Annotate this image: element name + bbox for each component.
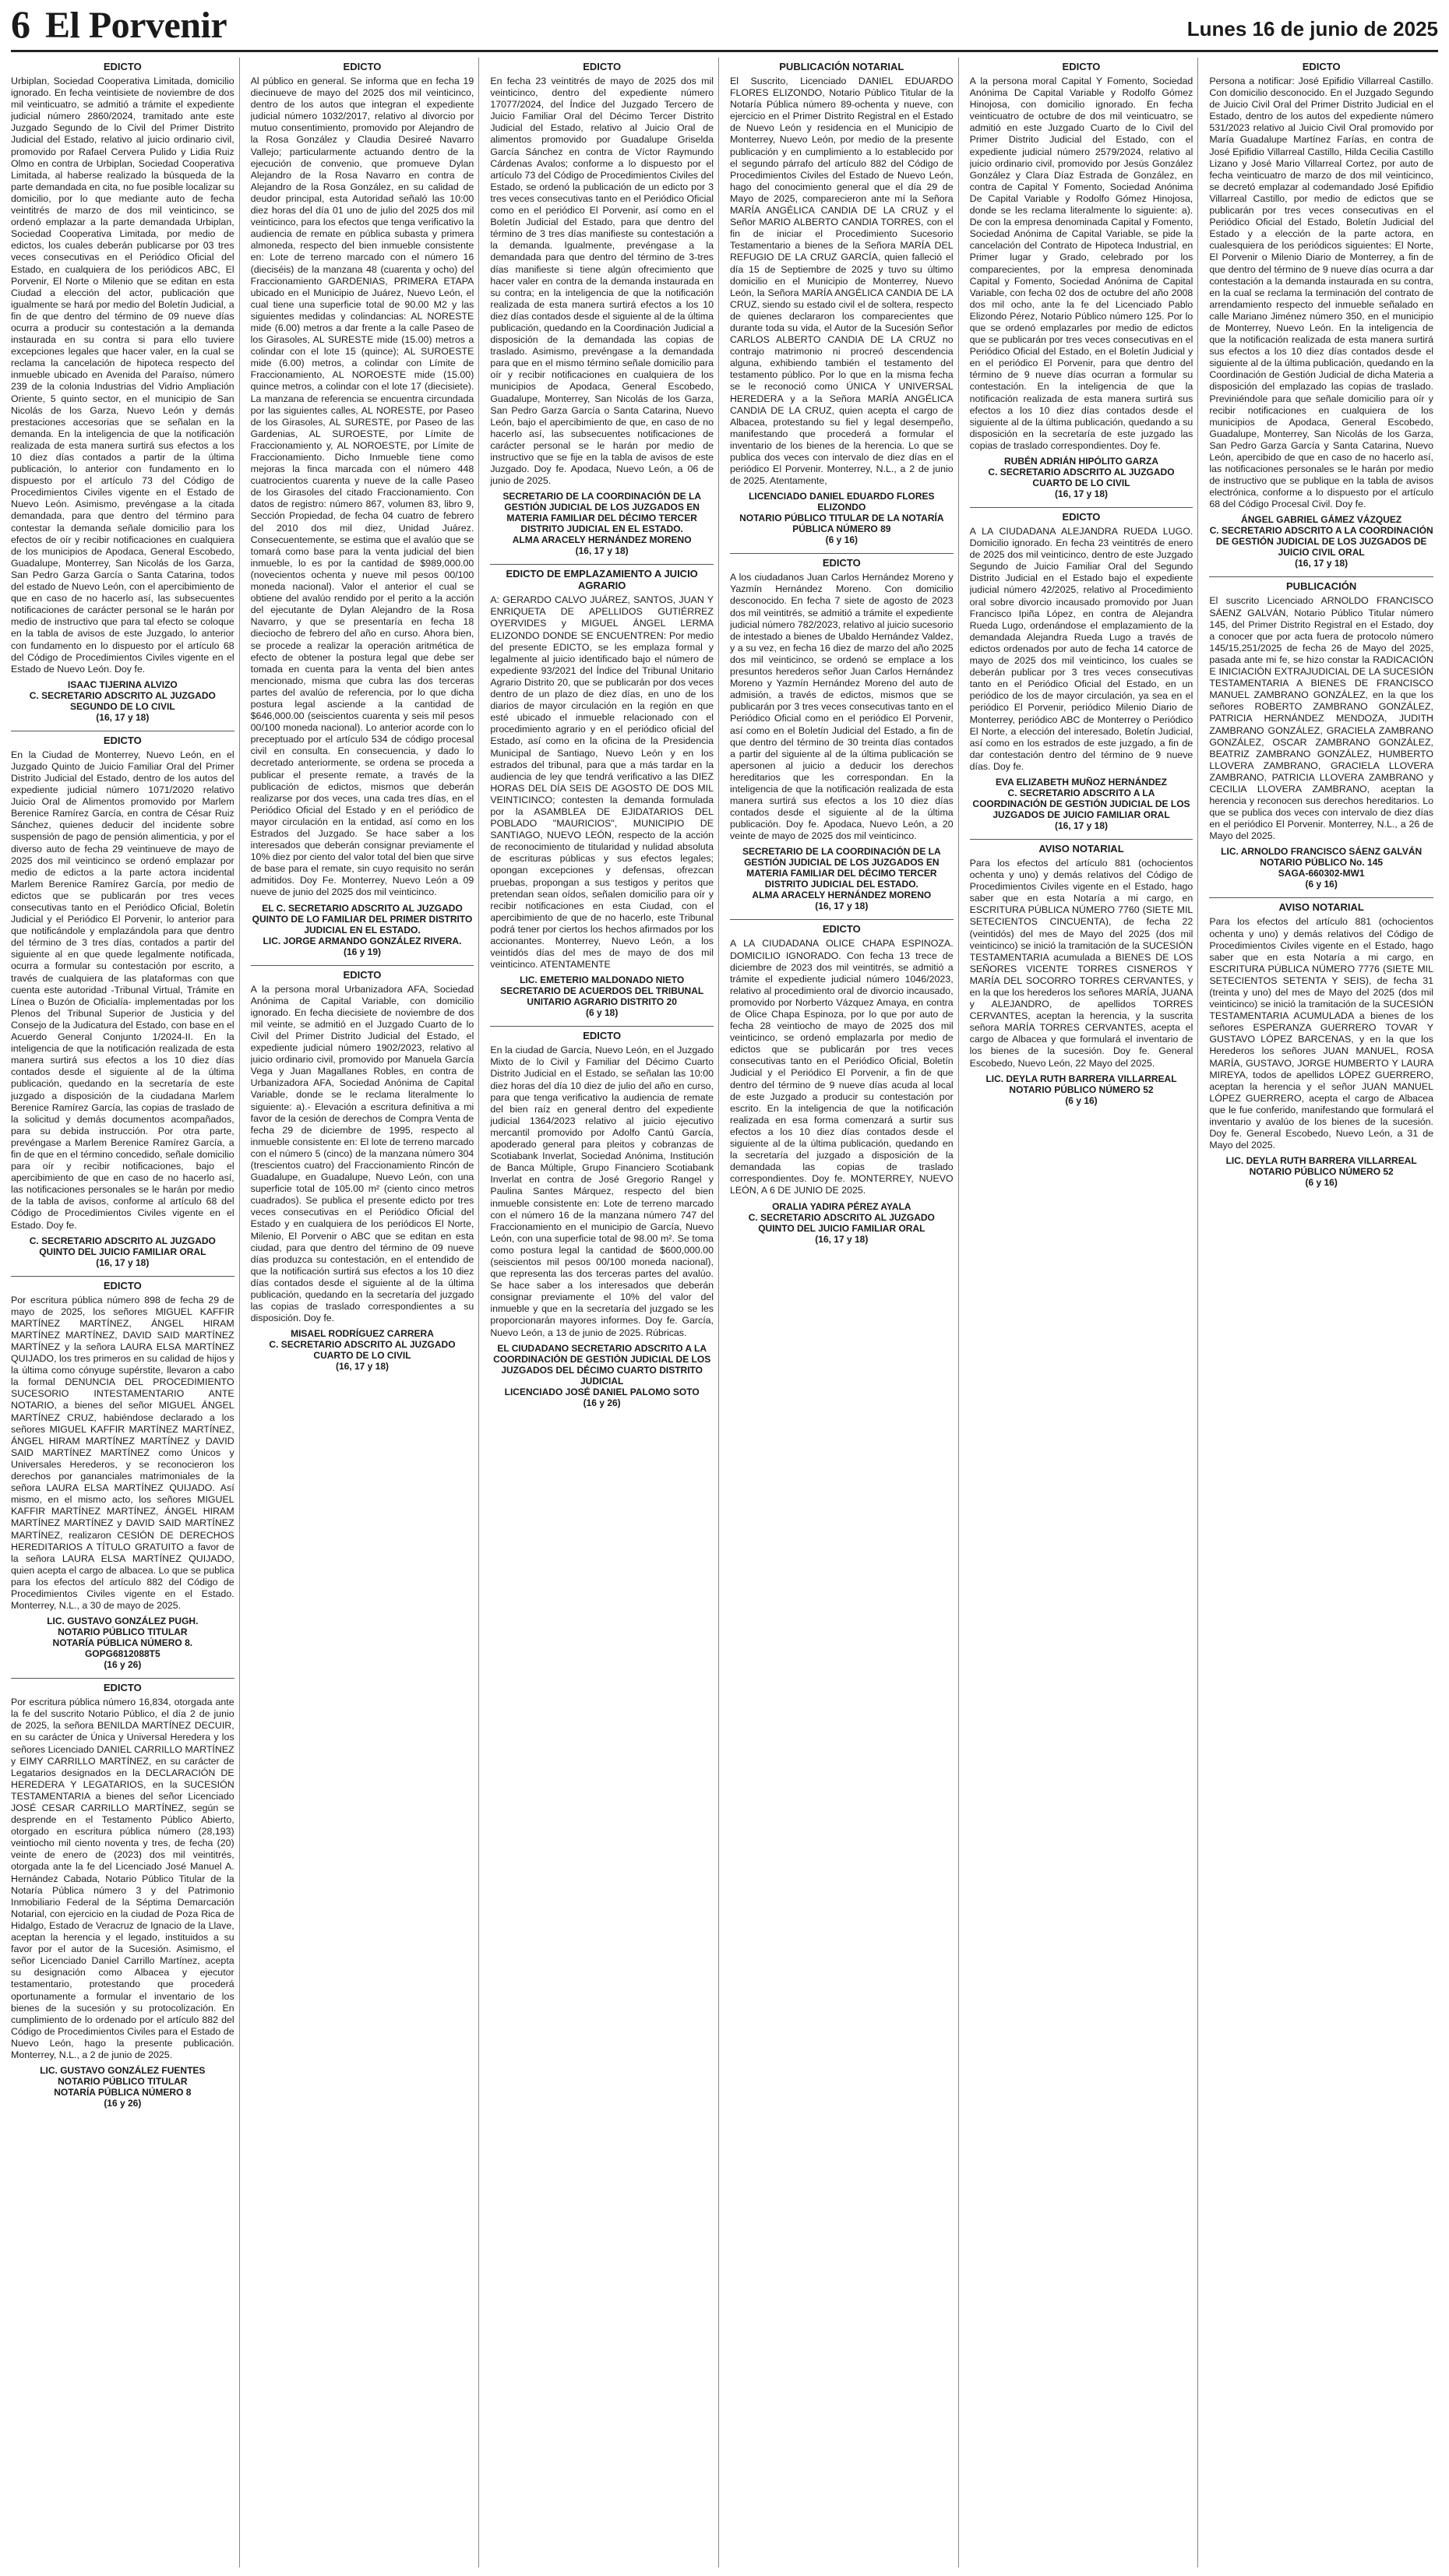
signature-line: EL C. SECRETARIO ADSCRITO AL JUZGADO QUINTO DE LO FAMILIAR DEL PRIMER DISTRITO JUDICIAL EN EL ESTADO. [252, 902, 473, 936]
publication-dates: (16 y 26) [104, 2098, 142, 2109]
notice-body: En la Ciudad de Monterrey, Nuevo León, en el Juzgado Quinto de Juicio Familiar Oral del Primer Distrito Judicial del Estado, dentro de los autos del expediente judicial número 1071/2020 relativo Juicio Oral de Alimentos promovido por Marlem Berenice Ramírez García, en contra de César Ruiz Sánchez, quienes deducir del incidente sobre suspensión de pago de pensión alimenticia, y por el diverso auto de fecha 29 veintinueve de mayo de 2025 dos mil veinticinco se ordenó emplazar por medio de edictos a la parte actora incidental Marlem Berenice Ramírez García, por medio de edictos que se publicarán por tres veces consecutivas tanto en el Periódico Oficial, Boletín Judicial y el Periódico El Porvenir, lo anterior para que notificándole y emplazándola para que dentro del término de 3 tres días, contados a partir del siguiente al en que quede legalmente notificada, ocurra a formular su contestación por escrito, a través de cualquiera de las plataformas con que cuenta este autoridad -Tribunal Virtual, Trámite en Línea o Buzón de Oficialía- implementadas por los Plenos del Tribunal Superior de Justicia y del Consejo de la Judicatura del Estado, con base en el Acuerdo General Conjunto 1/2024-II. En la inteligencia de que la notificación realizada de esta manera surtirá sus efectos a los 10 diez días contados desde el siguiente al de la última publicación, quedando en la secretaría de este juzgado a disposición de la ciudadana Marlem Berenice Ramírez García, las copias de traslado de la solicitud y demás documentos acompañados, para su debida instrucción. Por otra parte, prevéngase a Marlem Berenice Ramírez García, a fin de que en el término concedido, señale domicilio para oír y recibir notificaciones, bajo el apercibimiento de que en caso de no hacerlo así, las notificaciones personales se le harán por medio de la tabla de avisos, conforme al artículo 68 del Código de Procedimientos Civiles vigente en el Estado. Doy fe. [11, 749, 234, 1231]
legal-notice [970, 839, 1193, 1106]
legal-notice [490, 1026, 714, 1408]
column-5 [970, 58, 1199, 2567]
newspaper-name: El Porvenir [45, 5, 227, 46]
signature-line: SECRETARIO DE LA COORDINACIÓN DE LA GESTIÓN JUDICIAL DE LOS JUZGADOS EN MATERIA FAMILIAR DEL DÉCIMO TERCER DISTRITO JUDICIAL DEL ESTADO. [742, 846, 941, 890]
notice-signature [730, 491, 954, 545]
notice-divider [11, 1276, 234, 1277]
signature-line: NOTARIO PÚBLICO TITULAR [58, 1626, 188, 1638]
publication-dates: (6 y 18) [585, 1007, 619, 1019]
legal-notice [1209, 61, 1433, 569]
signature-line: C. SECRETARIO ADSCRITO A LA COORDINACIÓN DE GESTIÓN JUDICIAL DE LOS JUZGADOS DE JUICIO FAMILIAR ORAL [972, 787, 1190, 820]
notice-signature [251, 903, 474, 957]
notice-body: Para los efectos del artículo 881 (ochocientos ochenta y uno) y demás relativos del Código de Procedimientos Civiles vigente en el Estado, hago saber que en esta Notaría a mi cargo, en ESCRITURA PÚBLICA NÚMERO 7760 (SIETE MIL SETECIENTOS CINCUENTA), de fecha 22 (veintidós) del mes de Mayo del 2025 (dos mil veinticinco) se inició la tramitación de la SUCESIÓN TESTAMENTARIA acumulada a BIENES DE LOS SEÑORES VICENTE TORRES CISNEROS Y MARÍA DEL SOCORRO TORRES CERVANTES, y en la que los herederos los señores MARÍA, JUANA y ALEJANDRO, de apellidos TORRES CERVANTES, aceptan la herencia, y la suscrita señora MARÍA TORRES CERVANTES, acepta el cargo de Albacea y que formulará el inventario de los bienes de la sucesión. Doy fe. General Escobedo, Nuevo León, 22 Mayo del 2025. [969, 857, 1193, 1069]
notice-body: A: GERARDO CALVO JUÁREZ, SANTOS, JUAN Y ENRIQUETA DE APELLIDOS GUTIÉRREZ OYERVIDES y MIGUEL ÁNGEL LERMA ELIZONDO DONDE SE ENCUENTREN: Por medio del presente EDICTO, se les emplaza formal y legalmente al juicio identificado bajo el número de expediente 93/2021 del Índice del Tribunal Unitario Agrario Distrito 20, que se publicarán por dos veces dentro de un plazo de diez días, en uno de los diarios de mayor circulación en la región en que esté ubicado el inmueble relacionado con el procedimiento agrario y en el periódico oficial del Estado, así como en la oficina de la Presidencia Municipal de Santiago, Nuevo León y en los estrados del tribunal, para que a más tardar en la audiencia de ley que tendrá verificativo a las DIEZ HORAS DEL DÍA SEIS DE AGOSTO DE DOS MIL VEINTICINCO; contesten la demanda formulada por la ASAMBLEA DE EJIDATARIOS DEL POBLADO "MAURICIOS", MUNICIPIO DE SANTIAGO, NUEVO LEÓN, respecto de la acción de reconocimiento de titularidad y nulidad absoluta de escrituras públicas y sus efectos legales; opongan excepciones y defensas, ofrezcan pruebas, propongan a sus testigos y peritos que pretendan sean oídos, señalen domicilio para oír y recibir notificaciones en esta Ciudad, con el apercibimiento de que de no hacerlo, este Tribunal podrá tener por ciertos los hechos afirmados por los accionantes. Monterrey, Nuevo León, a los veintidós días del mes de mayo de dos mil veinticinco. ATENTAMENTE [490, 594, 714, 971]
legal-notice [11, 731, 234, 1268]
legal-notice [1209, 576, 1433, 890]
signature-line: NOTARÍA PÚBLICA NÚMERO 8. [52, 1637, 193, 1649]
publication-dates: (6 y 16) [1305, 1177, 1338, 1189]
notice-body: A la persona moral Urbanizadora AFA, Sociedad Anónima de Capital Variable, con domicilio ignorado. En fecha diecisiete de noviembre de dos mil veinte, se admitió en el Juzgado Cuarto de lo Civil del Primer Distrito Judicial del Estado, el expediente judicial número 1902/2023, relativo al juicio ordinario civil, promovido por Manuela García Vega y Juan Magallanes Robles, en contra de Urbanizadora AFA, Sociedad Anónima de Capital Variable, donde se le reclama literalmente lo siguiente: a).- Elevación a escritura definitiva a mi favor de la cesión de derechos de Compra Venta de fecha 29 de diciembre de 1995, respecto al inmueble consistente en: El lote de terreno marcado con el número 5 (cinco) de la manzana número 304 (trescientos cuatro) del Fraccionamiento Rincón de Guadalupe, en Guadalupe, Nuevo León, con una superficie total de 105.00 m² (ciento cinco metros cuadrados). Se publica el presente edicto por tres veces consecutivas en el Periódico Oficial del Estado y en cualquiera de los periódicos El Norte, Milenio, El Porvenir o ABC que se editan en esta ciudad, para que dentro del término de 09 nueve días produzca su contestación, en el entendido de que la notificación surtirá sus efectos a los 10 diez días contados desde el siguiente al de la última publicación, quedando en la secretaría del juzgado las copias de traslado correspondientes a su disposición. Doy fe. [250, 983, 474, 1324]
notice-divider [970, 507, 1193, 508]
signature-line: EVA ELIZABETH MUÑOZ HERNÁNDEZ [995, 776, 1167, 788]
legal-notice [970, 507, 1193, 831]
column-2 [251, 58, 480, 2567]
notice-title: AVISO NOTARIAL [1038, 842, 1124, 855]
notice-divider [490, 1026, 714, 1027]
notice-divider [1209, 576, 1433, 577]
publication-dates: (6 y 16) [825, 534, 858, 546]
signature-line: C. SECRETARIO ADSCRITO AL JUZGADO QUINTO DEL JUICIO FAMILIAR ORAL [29, 1235, 216, 1257]
notice-body: A LA CIUDADANA OLICE CHAPA ESPINOZA. DOMICILIO IGNORADO. Con fecha 13 trece de diciembre de 2023 dos mil veintitrés, se admitió a trámite el expediente judicial número 1046/2023, relativo al procedimiento oral de divorcio incausado, promovido por Norberto Vázquez Amaya, en contra de Olice Chapa Espinoza, por lo que por auto de fecha 28 veintiocho de mayo de 2025 dos mil veinticinco, se ordenó emplazarla por medio de edictos que se publicarán por tres veces consecutivas tanto en el Periódico Oficial, Boletín Judicial y el Periódico El Porvenir, a fin de que dentro del término de 9 nueve días acuda al local de este Juzgado a producir su contestación por escrito. En la inteligencia de que la notificación realizada en esa forma comenzará a surtir sus efectos a los 10 diez días contados desde el siguiente al de la última publicación, quedando en la secretaría del juzgado a disposición de la demandada las copias de traslado correspondientes. Doy fe. MONTERREY, NUEVO LEÓN, A 6 DE JUNIO DE 2025. [729, 938, 954, 1196]
column-3 [490, 58, 719, 2567]
signature-line: C. SECRETARIO ADSCRITO AL JUZGADO CUARTO DE LO CIVIL [269, 1339, 456, 1362]
masthead-rule [11, 50, 1438, 52]
notice-body: A la persona moral Capital Y Fomento, Sociedad Anónima De Capital Variable y Rodolfo Gómez Hinojosa, con domicilio ignorado. En fecha veinticuatro de octubre de dos mil veinticuatro, se admitió en este Juzgado Cuarto de lo Civil del Primer Distrito Judicial del Estado, con el expediente judicial número 2579/2024, relativo al juicio ordinario civil, promovido por Jesús González González y Clara Díaz Estrada de González, en contra de Capital Y Fomento, Sociedad Anónima De Capital Variable y Rodolfo Gómez Hinojosa, donde se les reclama literalmente lo siguiente: a). De con la empresa denominada Capital y Fomento, Sociedad Anónima de Capital Variable, se pide la cancelación del Contrato de Hipoteca Industrial, en Primer lugar y Grado, celebrado por los comparecientes, por la empresa denominada Capital y Fomento, Sociedad Anónima de Capital Variable, con fecha 02 dos de octubre del año 2008 dos mil ocho, ante la fe del Licenciado Pablo Elizondo Pérez, Notario Público número 125. Por lo que se ordenó emplazarles por medio de edictos que se publicarán por tres veces consecutivas en el Periódico Oficial del Estado, en el Boletín Judicial y en el periódico El Porvenir, para que dentro del término de 9 nueve días ocurran a formular su contestación. En la inteligencia de que la notificación realizada de esta manera surtirá sus efectos a los 10 diez días contados desde el siguiente al de la última publicación, quedando a su disposición en la secretaría de este juzgado las copias de traslado correspondientes. Doy fe. [969, 76, 1193, 451]
publication-dates: (16 y 26) [104, 1659, 142, 1671]
notice-body: El Suscrito, Licenciado DANIEL EDUARDO FLORES ELIZONDO, Notario Público Titular de la Notaría Pública número 89-ochenta y nueve, con ejercicio en el Primer Distrito Registral en el Estado de Nuevo León y residencia en el Municipio de Monterrey, Nuevo León, por medio de la presente publicación y en cumplimiento a lo establecido por el segundo párrafo del artículo 882 del Código de Procedimientos Civiles del Estado de Nuevo León, hago del conocimiento general que el día 29 de Mayo de 2025, comparecieron ante mí la Señora MARÍA ANGÉLICA CANDIA DE LA CRUZ y el Señor MARIO ALBERTO CANDIA TORRES, con el fin de iniciar el Procedimiento Sucesorio Testamentario a bienes de la Señora MARÍA DEL REFUGIO DE LA CRUZ GARCÍA, quien falleció el día 15 de Septiembre de 2025 y tuvo su último domicilio en el Municipio de Monterrey, Nuevo León, la Señora MARÍA ANGÉLICA CANDIA DE LA CRUZ, siendo su estado civil el de soltera, respecto de quienes declararon los comparecientes que durante toda su vida, el Autor de la Sucesión Señor CARLOS ALBERTO CANDIA DE LA CRUZ no contrajo matrimonio ni procreó descendencia alguna, exhibiendo también el testamento del testamento público. Por lo que en la misma fecha se le reconoció como ÚNICA Y UNIVERSAL HEREDERA y a la Señora MARÍA ANGÉLICA CANDIA DE LA CRUZ, quien acepta el cargo de Albacea, protestando su fiel y legal desempeño, manifestando que procederá a formular el inventario de los bienes de la herencia. Lo que se publica dos veces con intervalo de diez días en el periódico El Porvenir. Monterrey, N.L., a 2 de junio de 2025. Atentamente, [729, 76, 954, 487]
legal-notice [251, 965, 474, 1373]
notice-title: EDICTO DE EMPLAZAMIENTO A JUICIO AGRARIO [506, 568, 698, 592]
notice-signature [11, 2065, 234, 2109]
notice-signature [251, 1328, 474, 1372]
legal-notice [11, 1678, 234, 2109]
column-6 [1209, 58, 1438, 2567]
publication-dates: (16, 17 y 18) [575, 545, 629, 557]
notice-divider [730, 553, 954, 554]
notice-signature [1209, 1155, 1433, 1188]
signature-line: EL CIUDADANO SECRETARIO ADSCRITO A LA COORDINACIÓN DE GESTIÓN JUDICIAL DE LOS JUZGADOS DEL DÉCIMO CUARTO DISTRITO JUDICIAL [493, 1342, 711, 1387]
signature-line: MISAEL RODRÍGUEZ CARRERA [291, 1328, 434, 1340]
signature-line: C. SECRETARIO ADSCRITO AL JUZGADO CUARTO DE LO CIVIL [988, 467, 1175, 488]
signature-line: SAGA-660302-MW1 [1278, 868, 1365, 879]
notice-signature [970, 1073, 1193, 1106]
notice-signature [490, 974, 714, 1018]
notice-signature [970, 777, 1193, 831]
signature-line: ORALIA YADIRA PÉREZ AYALA [772, 1200, 911, 1212]
signature-line: LIC. JORGE ARMANDO GONZÁLEZ RIVERA. [263, 935, 462, 946]
legal-notice [730, 61, 954, 545]
publication-dates: (16, 17 y 18) [815, 1233, 869, 1245]
signature-line: ISAAC TIJERINA ALVIZO [67, 678, 178, 690]
signature-line: GOPG6812088T5 [84, 1648, 160, 1660]
publication-dates: (16, 17 y 18) [1054, 819, 1109, 831]
notice-title: EDICTO [1062, 511, 1101, 523]
legal-notice [490, 61, 714, 556]
notice-title: EDICTO [103, 1279, 142, 1292]
notice-title: EDICTO [1302, 61, 1341, 72]
notice-divider [11, 1678, 234, 1679]
notice-title: EDICTO [583, 1030, 622, 1042]
notice-title: EDICTO [1062, 61, 1101, 72]
notice-body: Persona a notificar: José Epifidio Villarreal Castillo. Con domicilio desconocido. En el Juzgado Segundo de Juicio Civil Oral del Primer Distrito Judicial en el Estado, dentro de los autos del expediente número 531/2023 relativo al Juicio Civil Oral promovido por María Guadalupe Martínez Farías, en contra de José Epifidio Villarreal Castillo, Hilda Cecilia Castillo Lizano y José Mario Villarreal Cortez, por auto de fecha veinticuatro de marzo de dos mil veinticinco, se decretó emplazar al codemandado José Epifidio Villarreal Castillo, por medio de edictos que se publicarán por tres veces consecutivas en el Periódico Oficial del Estado, Boletín Judicial del Estado y a elección de la parte actora, en cualesquiera de los periódicos siguientes: El Norte, El Porvenir o Milenio Diario de Monterrey, a fin de que dentro del término de 9 nueve días ocurra a dar contestación a la demanda instaurada en su contra, en la cual se reclama la terminación del contrato de arrendamiento respecto del inmueble señalado en calle Mariano Jiménez número 350, en el municipio de Monterrey, Nuevo León. En la inteligencia de que la notificación realizada de esta manera surtirá sus efectos a los 10 diez días contados desde el siguiente al de la última publicación, quedando en la Coordinación de Gestión Judicial de dicha Materia a disposición del emplazado las copias de traslado. Previniéndole para que señale domicilio para oír y recibir notificaciones en cualquiera de los municipios de Apodaca, General Escobedo, Guadalupe, Monterrey, San Nicolás de los Garza, San Pedro Garza García y Santa Catarina, Nuevo León, apercibido de que en caso de no hacerlo así, las notificaciones personales se le harán por medio de instructivo que se publique en la tabla de avisos electrónica, conforme a lo dispuesto por el artículo 68 del Código Procesal Civil. Doy fe. [1209, 76, 1433, 510]
column-1 [11, 58, 240, 2567]
notice-title: EDICTO [103, 61, 142, 72]
signature-line: NOTARIO PÚBLICO NÚMERO 52 [1009, 1084, 1154, 1095]
legal-notice [730, 919, 954, 1244]
publication-dates: (6 y 16) [1065, 1094, 1098, 1106]
signature-line: LIC. GUSTAVO GONZÁLEZ PUGH. [47, 1616, 199, 1627]
notice-divider [970, 839, 1193, 840]
signature-line: LIC. GUSTAVO GONZÁLEZ FUENTES [40, 2065, 206, 2077]
publication-dates: (16, 17 y 18) [96, 711, 150, 723]
signature-line: C. SECRETARIO ADSCRITO A LA COORDINACIÓN DE GESTIÓN JUDICIAL DE LOS JUZGADOS DE JUICIO CIVIL ORAL [1209, 525, 1433, 559]
signature-line: SECRETARIO DE ACUERDOS DEL TRIBUNAL UNITARIO AGRARIO DISTRITO 20 [500, 985, 704, 1008]
signature-line: NOTARIO PÚBLICO TITULAR DE LA NOTARÍA PÚBLICA NÚMERO 89 [739, 513, 944, 535]
notice-signature [11, 1616, 234, 1670]
signature-line: LIC. DEYLA RUTH BARRERA VILLARREAL [985, 1073, 1177, 1084]
notice-divider [1209, 897, 1433, 898]
notice-title: EDICTO [822, 923, 861, 936]
notice-title: EDICTO [583, 61, 622, 72]
notice-columns [11, 58, 1438, 2567]
notice-body: En fecha 23 veintitrés de mayo de 2025 dos mil veinticinco, dentro del expediente número 17077/2024, del Índice del Juzgado Tercero de Juicio Familiar Oral del Décimo Tercer Distrito Judicial del Estado, relativo al Juicio Oral de alimentos promovido por Guadalupe Griselda García Sánchez en contra de Víctor Raymundo Cárdenas Avalos; conforme a lo dispuesto por el artículo 73 del Código de Procedimientos Civiles del Estado, se ordenó la publicación de un edicto por 3 tres veces consecutivas tanto en el Periódico Oficial como en el periódico El Porvenir, así como en el Boletín Judicial del Estado, para que dentro del término de 3 tres días manifieste su contestación a la demanda. Igualmente, prevéngase a la demandada para que dentro del término de 3-tres días manifieste si tiene algún ofrecimiento que hacer valer en contra de la demanda instaurada en su contra; en la inteligencia de que la notificación realizada de esta manera surtirá efectos a los 10 diez días contados desde el siguiente al de la última publicación, quedando en la Coordinación Judicial a disposición de la demandada las copias de traslado. Asimismo, prevéngase a la demandada para que en el mismo término señale domicilio para oír y recibir notificaciones en cualquiera de los municipios de Apodaca, General Escobedo, Guadalupe, Monterrey, San Nicolás de los Garza, San Pedro Garza García o Santa Catarina, Nuevo León, bajo el apercibimiento de que, en caso de no hacerlo así, las subsecuentes notificaciones de carácter personal se le harán por medio de instructivo que se fije en la tabla de avisos de este Juzgado. Doy fe. Apodaca, Nuevo León, a 06 de junio de 2025. [490, 76, 714, 487]
publication-dates: (6 y 16) [1305, 879, 1338, 890]
signature-line: NOTARIO PÚBLICO NÚMERO 52 [1249, 1166, 1394, 1178]
notice-signature [1209, 846, 1433, 890]
notice-divider [730, 919, 954, 920]
signature-line: LIC. ARNOLDO FRANCISCO SÁENZ GALVÁN [1221, 846, 1423, 858]
notice-signature [730, 1201, 954, 1245]
publication-dates: (16 y 26) [583, 1397, 621, 1408]
signature-line: ALMA ARACELY HERNÁNDEZ MORENO [752, 890, 932, 901]
publication-dates: (16, 17 y 18) [96, 1256, 150, 1268]
legal-notice [730, 553, 954, 911]
signature-line: LIC. EMETERIO MALDONADO NIETO [520, 974, 685, 986]
notice-title: EDICTO [343, 968, 382, 981]
notice-body: A LA CIUDADANA ALEJANDRA RUEDA LUGO. Domicilio ignorado. En fecha 23 veintitrés de enero de 2025 dos mil veinticinco, dentro de este Juzgado Segundo de Juicio Familiar Oral del Segundo Distrito Judicial en el Estado bajo el expediente judicial número 42/2025, relativo al Procedimiento oral sobre divorcio incausado promovido por Juan Francisco Ipiña López, en contra de Alejandra Rueda Lugo, ordenándose el emplazamiento de la demandada Alejandra Rueda Lugo a través de edictos ordenados por auto de fecha 14 catorce de mayo de 2025 dos mil veinticinco, los cuales se deberán publicar por 3 tres veces consecutivas tanto en el Periódico Oficial del Estado, en un periódico de los de mayor circulación, ya sea en el periódico El Porvenir, periódico Milenio Diario de Monterrey, periódico ABC de Monterrey o Periódico El Norte, a elección del interesado, Boletín Judicial, así como en los estrados de este juzgado, a fin de dar contestación dentro del término de 9 nueve días. Doy fe. [969, 526, 1193, 772]
legal-notice [490, 564, 714, 1018]
signature-line: SECRETARIO DE LA COORDINACIÓN DE LA GESTIÓN JUDICIAL DE LOS JUZGADOS EN MATERIA FAMILIAR DEL DÉCIMO TERCER DISTRITO JUDICIAL EN EL ESTADO. [502, 491, 701, 535]
notice-title: AVISO NOTARIAL [1278, 901, 1364, 914]
legal-notice [11, 1276, 234, 1671]
notice-signature [730, 846, 954, 911]
notice-body: El suscrito Licenciado ARNOLDO FRANCISCO SÁENZ GALVÁN, Notario Público Titular número 145, del Primer Distrito Registral en el Estado, doy a conocer que por acta fuera de protocolo número 145/15,251/2025 de fecha 26 de Mayo del 2025, pasada ante mi fe, se hizo constar la RADICACIÓN E INICIACIÓN EXTRAJUDICIAL DE LA SUCESIÓN TESTAMENTARIA A BIENES DE FRANCISCO MANUEL ZAMBRANO GONZÁLEZ, en la que los señores ROBERTO ZAMBRANO GONZÁLEZ, PATRICIA HERNÁNDEZ MENDOZA, JUDITH ZAMBRANO GONZÁLEZ, GRACIELA ZAMBRANO GONZÁLEZ, OSCAR ZAMBRANO GONZÁLEZ, BEATRIZ ZAMBRANO GONZÁLEZ, HUMBERTO LLOVERA ZAMBRANO, GRACIELA LLOVERA ZAMBRANO, PATRICIA LLOVERA ZAMBRANO y CECILIA LLOVERA ZAMBRANO, aceptan la herencia y reconocen sus derechos hereditarios. Lo que se publica dos veces con intervalo de diez días en el periódico El Porvenir. Monterrey, N.L., a 26 de Mayo del 2025. [1209, 595, 1433, 842]
signature-line: NOTARIO PÚBLICO TITULAR [58, 2076, 188, 2088]
signature-line: LIC. DEYLA RUTH BARRERA VILLARREAL [1225, 1155, 1417, 1167]
notice-title: PUBLICACIÓN NOTARIAL [779, 61, 904, 72]
publication-dates: (16, 17 y 18) [1054, 488, 1109, 499]
signature-line: LICENCIADO DANIEL EDUARDO FLORES ELIZONDO [749, 491, 935, 513]
notice-title: EDICTO [343, 61, 382, 72]
masthead [0, 0, 1449, 51]
notice-body: Al público en general. Se informa que en fecha 19 diecinueve de mayo del 2025 dos mil veinticinco, dentro de los autos que integran el expediente judicial número 1032/2017, relativo al divorcio por mutuo consentimiento, promovido por Alejandro de la Rosa González y Claudia Desireé Navarro Vallejo; particularmente actuando dentro de la ejecución de convenio, que promueve Dylan Alejandro de la Rosa Navarro en contra de Alejandro de la Rosa González, en su calidad de deudor principal, esta Autoridad señaló las 10:00 diez horas del día 01 uno de julio del 2025 dos mil veinticinco, para los efectos que tenga verificativo la audiencia de remate en pública subasta y primera almoneda, respecto del bien inmueble consistente en: Lote de terreno marcado con el número 16 (dieciséis) de la manzana 48 (cuarenta y ocho) del Fraccionamiento GARDENIAS, PRIMERA ETAPA ubicado en el Municipio de Juárez, Nuevo León, el cual tiene una superficie total de 90.00 M2 y las siguientes medidas y colindancias: AL NORESTE mide (6.00) metros a dar frente a la calle Paseo de los Girasoles, AL SURESTE mide (15.00) metros a colindar con el lote 15 (quince); AL SUROESTE mide (6.00) metros, a colindar con Límite de Fraccionamiento, AL NOROESTE mide (15.00) quince metros, a colindar con el lote 17 (diecisiete). La manzana de referencia se encuentra circundada por las siguientes calles, AL NORESTE, por Paseo de los Girasoles, AL SURESTE, por Paseo de las Gardenias, AL SUROESTE, por Límite de Fraccionamiento y, AL NOROESTE, por Límite de Fraccionamiento. Dicho Inmueble tiene como mejoras la finca marcada con el número 448 cuatrocientos cuarenta y nueve de la calle Paseo de los Girasoles del citado Fraccionamiento. Con datos de registro: número 867, volumen 83, libro 9, Sección Propiedad, de fecha 04 cuatro de febrero del 2010 dos mil diez, Unidad Juárez. Consecuentemente, se estima que el avalúo que se tomará como base para la venta judicial del bien inmueble, lo es por la cantidad de $989,000.00 (novecientos ochenta y nueve mil pesos 00/100 moneda nacional). Valor el anterior el cual se obtiene del avalúo rendido por el perito a la acción del ejecutante de Dylan Alejandro de la Rosa Navarro, y que se presentaría en fecha 18 dieciocho de febrero del año en curso. Ahora bien, se procede a realizar la operación aritmética de efecto de obtener la postura legal que debe ser tomada en cuenta para la venta del bien antes mencionado, misma que cubra las dos terceras partes del avalúo de referencia, por lo que dicha postura legal asciende a la cantidad de $646,000.00 (seiscientos cuarenta y seis mil pesos 00/100 moneda nacional). Lo anterior acorde con lo preceptuado por el artículo 534 de código procesal civil en consulta. En consecuencia, y dado lo decretado anteriormente, se ordena se proceda a publicar el presente remate, a través de la publicación de edictos, mismos que deberán realizarse por dos veces, una cada tres días, en el Periódico Oficial del Estado y en el periódico de mayor circulación en la entidad, así como en los Estrados del Juzgado. Se hace saber a los interesados que deberán consignar previamente el 10% diez por ciento del valor total del bien que sirve de base para el remate, sin cuyo requisito no serán admitidos. Doy Fe. Monterrey, Nuevo León a 09 nueve de junio del 2025 dos mil veinticinco. [250, 76, 474, 898]
signature-line: C. SECRETARIO ADSCRITO AL JUZGADO SEGUNDO DE LO CIVIL [29, 689, 216, 712]
legal-notice [1209, 897, 1433, 1188]
notice-title: EDICTO [822, 557, 861, 569]
publication-dates: (16, 17 y 18) [1295, 558, 1349, 569]
notice-signature [490, 491, 714, 556]
notice-divider [251, 965, 474, 966]
notice-body: Para los efectos del artículo 881 (ochocientos ochenta y uno) y demás relativos del Código de Procedimientos Civiles vigente en el Estado, hago saber que en esta Notaría a mi cargo, en ESCRITURA PÚBLICA NÚMERO 7776 (SIETE MIL SETECIENTOS SETENTA Y SEIS), de fecha 31 (treinta y uno) del mes de Mayo del 2025 (dos mil veinticinco) se inició la tramitación de la SUCESIÓN TESTAMENTARIA ACUMULADA a bienes de los señores ESPERANZA GUERRERO TOVAR Y GUSTAVO LÓPEZ BARCENAS, y en la que los Herederos los señores JUAN MANUEL, ROSA MARÍA, GUSTAVO, JORGE HUMBERTO Y LAURA MIREYA, todos de apellidos LÓPEZ GUERRERO, aceptan la herencia y el señor JUAN MANUEL LÓPEZ GUERRERO, acepta el cargo de Albacea que le fue conferido, manifestando que formulará el inventario y avalúo de los bienes de la sucesión. Doy fe. General Escobedo, Nuevo León, a 31 de Mayo del 2025. [1209, 916, 1433, 1151]
signature-line: ALMA ARACELY HERNÁNDEZ MORENO [512, 534, 692, 546]
publication-dates: (16, 17 y 18) [815, 900, 869, 912]
notice-body: Urbiplan, Sociedad Cooperativa Limitada, domicilio ignorado. En fecha veintisiete de noviembre de dos mil veinticuatro, se admitió a trámite el expediente judicial número 2860/2024, tramitado ante este Juzgado Segundo de lo Civil del Primer Distrito Judicial del Estado, relativo al juicio ordinario civil, promovido por Rafael Cervera Pulido y Lidia Ruiz Olmo en contra de Urbiplan, Sociedad Cooperativa Limitada, al haberse realizado la búsqueda de la parte demandada en cita, no fue posible localizar su domicilio, por lo que mediante auto de fecha veintitrés de marzo de dos mil veinticinco, se ordenó emplazar a la parte demandada Urbiplan, Sociedad Cooperativa Limitada, por medio de edictos, los cuales deberán publicarse por 03 tres veces consecutivas en el Periódico Oficial del Estado, en cualquiera de los periódicos ABC, El Porvenir, El Norte o Milenio que se editan en esta Ciudad a elección del actor, publicación que igualmente se hará por medio del Boletín Judicial, a fin de que dentro del término de 09 nueve días ocurra a producir su contestación a la demanda instaurada en su contra si para ello tuviere excepciones legales que hacer valer, en la cual se reclama la cancelación de hipoteca respecto del inmueble ubicado en Avenida del Paraíso, número 239 de la colonia Industrias del Vidrio Ampliación Oriente, 5 quinto sector, en el municipio de San Nicolás de los Garza, Nuevo León y demás prestaciones accesorias que se señalan en la demanda. En la inteligencia de que la notificación realizada de esta manera surtirá sus efectos a los 10 diez días contados a partir de la última publicación, lo anterior con fundamento en lo dispuesto por el artículo 73 del Código de Procedimientos Civiles vigente en el Estado de Nuevo León. Asimismo, prevéngase a la citada demandada, para que dentro del término para contestar la demanda señale domicilio para los efectos de oír y recibir notificaciones en cualquiera de los municipios de Apodaca, General Escobedo, Guadalupe, Monterrey, San Nicolás de los Garza, San Pedro Garza García o Santa Catarina, todos del estado de Nuevo León, con el apercibimiento de que en caso de no hacerlo así, las subsecuentes notificaciones de carácter personal se le harán por medio de instructivo que para tal efecto se coloque en la tabla de avisos de este Juzgado, lo anterior con fundamento en lo dispuesto por el artículo 68 del Código de Procedimientos Civiles vigente en el Estado de Nuevo León. Doy fe. [11, 76, 234, 675]
notice-body: En la ciudad de García, Nuevo León, en el Juzgado Mixto de lo Civil y Familiar del Décimo Cuarto Distrito Judicial en el Estado, se señalan las 10:00 diez horas del día 10 diez de julio del año en curso, para que tenga verificativo la audiencia de remate del bien raíz en general dentro del expediente judicial 1364/2023 relativo al juicio ejecutivo mercantil promovido por Adolfo Cantú García, apoderado general para pleitos y cobranzas de Scotiabank Inverlat, Sociedad Anónima, Institución de Banca Múltiple, Grupo Financiero Scotiabank Inverlat en contra de José Gregorio Rangel y Paulina Santes Márquez, respecto del bien inmueble consistente en: Lote de terreno marcado con el número 16 de la manzana número 747 del Fraccionamiento en el municipio de García, Nuevo León, con una superficie total de 98.00 m². Se toma como postura legal la cantidad de $600,000.00 (seiscientos mil pesos 00/100 moneda nacional), que representa las dos terceras partes del avalúo. Se hace saber a los interesados que deberán consignar previamente el 10% del valor del inmueble y que en la secretaría del juzgado se les proporcionarán mayores informes. Doy fe. García, Nuevo León, a 13 de junio de 2025. Rúbricas. [490, 1045, 714, 1338]
notice-body: Por escritura pública número 16,834, otorgada ante la fe del suscrito Notario Público, el día 2 de junio de 2025, la señora BENILDA MARTÍNEZ DECUIR, en su carácter de Única y Universal Heredera y los señores Licenciado DANIEL CARRILLO MARTÍNEZ y EIMY CARRILLO MARTÍNEZ, en su carácter de Legatarios designados en la DECLARACIÓN DE HEREDERA Y LEGATARIOS, en la SUCESIÓN TESTAMENTARIA a bienes del señor Licenciado JOSÉ CESAR CARRILLO MARTÍNEZ, según se desprende en el Testamento Público Abierto, otorgado en escritura pública número (28,193) veintiocho mil ciento noventa y tres, de fecha (20) veinte de enero de (2023) dos mil veintitrés, otorgada ante la fe del Licenciado José Manuel A. Hernández Cabada, Notario Público Titular de la Notaría Pública número 3 y del Patrimonio Inmobiliario Federal de la Séptima Demarcación Notarial, con ejercicio en la ciudad de Poza Rica de Hidalgo, Estado de Veracruz de Ignacio de la Llave, aceptan la herencia y el legado, instituidos a su favor por el autor de la Sucesión. Asimismo, el señor Licenciado Daniel Carrillo Martínez, acepta su designación como Albacea y ejecutor testamentario, protestando que procederá oportunamente a formular el inventario de los bienes de la sucesión y su protocolización. En cumplimiento de lo ordenado por el artículo 882 del Código de Procedimientos Civiles para el Estado de Nuevo León, hago la presente publicación. Monterrey, N.L., a 2 de junio de 2025. [11, 1697, 234, 2060]
column-4 [730, 58, 959, 2567]
notice-signature [970, 456, 1193, 499]
notice-signature [11, 679, 234, 723]
notice-divider [490, 564, 714, 565]
publication-dates: (16, 17 y 18) [335, 1361, 390, 1373]
signature-line: C. SECRETARIO ADSCRITO AL JUZGADO QUINTO DEL JUICIO FAMILIAR ORAL [748, 1211, 935, 1234]
signature-line: ÁNGEL GABRIEL GÁMEZ VÁZQUEZ [1241, 514, 1402, 526]
signature-line: RUBÉN ADRIÁN HIPÓLITO GARZA [1003, 456, 1158, 467]
signature-line: LICENCIADO JOSÉ DANIEL PALOMO SOTO [504, 1386, 700, 1397]
notice-body: A los ciudadanos Juan Carlos Hernández Moreno y Yazmín Hernández Moreno. Con domicilio desconocido. En fecha 7 siete de agosto de 2023 dos mil veintitrés, se admitió a trámite el expediente judicial número 782/2023, relativo al juicio sucesorio de intestado a bienes de Ubaldo Hernández Valdez, y a su vez, en fecha 16 diez de marzo del año 2025 dos mil veinticinco, se ordenó se emplace a los presuntos herederos señor Juan Carlos Hernández Moreno y Yazmín Hernández Moreno del auto de admisión, a través de edictos, mismos que se publicarán por 3 tres veces consecutivas tanto en el Periódico Oficial como en el periódico El Porvenir, así como en el Boletín Judicial del Estado, a fin de que dentro del término de 30 treinta días contados a partir del siguiente al de la última publicación se apersonen al juicio a deducir los derechos hereditarios que les correspondan. En la inteligencia de que la notificación realizada de esta manera surtirá sus efectos a los 10 diez días contados desde el siguiente al de la última publicación. Doy fe. Apodaca, Nuevo León, a 20 veinte de mayo de 2025 dos mil veinticinco. [729, 572, 954, 842]
notice-body: Por escritura pública número 898 de fecha 29 de mayo de 2025, los señores MIGUEL KAFFIR MARTÍNEZ MARTÍNEZ, ÁNGEL HIRAM MARTÍNEZ MARTÍNEZ, DAVID SAID MARTÍNEZ MARTÍNEZ y la señora LAURA ELSA MARTÍNEZ QUIJADO, los tres primeros en su calidad de hijos y la última como cónyuge supérstite, llevaron a cabo la formal DENUNCIA DEL PROCEDIMIENTO SUCESORIO INTESTAMENTARIO ANTE NOTARIO, a bienes del señor MIGUEL ÁNGEL MARTÍNEZ CRUZ, habiéndose declarado a los señores MIGUEL KAFFIR MARTÍNEZ MARTÍNEZ, ÁNGEL HIRAM MARTÍNEZ MARTÍNEZ y DAVID SAID MARTÍNEZ MARTÍNEZ como Únicos y Universales Herederos, y se reconocieron los derechos por gananciales matrimoniales de la señora LAURA ELSA MARTÍNEZ QUIJADO. Así mismo, en el mismo acto, los señores MIGUEL KAFFIR MARTÍNEZ MARTÍNEZ, ÁNGEL HIRAM MARTÍNEZ MARTÍNEZ y DAVID SAID MARTÍNEZ MARTÍNEZ, realizaron CESIÓN DE DERECHOS HEREDITARIOS A TÍTULO GRATUITO a favor de la señora LAURA ELSA MARTÍNEZ QUIJADO, quien acepta el cargo de albacea. Lo que se publica para los efectos del artículo 882 del Código de Procedimientos Civiles vigente en el Estado. Monterrey, N.L., a 30 de mayo de 2025. [11, 1294, 234, 1612]
signature-line: NOTARIO PÚBLICO No. 145 [1260, 857, 1384, 869]
notice-title: PUBLICACIÓN [1286, 580, 1357, 593]
signature-line: NOTARÍA PÚBLICA NÚMERO 8 [54, 2087, 192, 2099]
legal-notice [970, 61, 1193, 499]
publication-dates: (16 y 19) [343, 946, 381, 957]
notice-title: EDICTO [103, 734, 142, 746]
notice-signature [11, 1235, 234, 1268]
notice-signature [490, 1343, 714, 1408]
notice-title: EDICTO [103, 1682, 142, 1694]
legal-notice [251, 61, 474, 957]
notice-signature [1209, 514, 1433, 569]
legal-notice [11, 61, 234, 723]
issue-date: Lunes 16 de junio de 2025 [1186, 17, 1438, 41]
page-number: 6 [11, 2, 30, 46]
